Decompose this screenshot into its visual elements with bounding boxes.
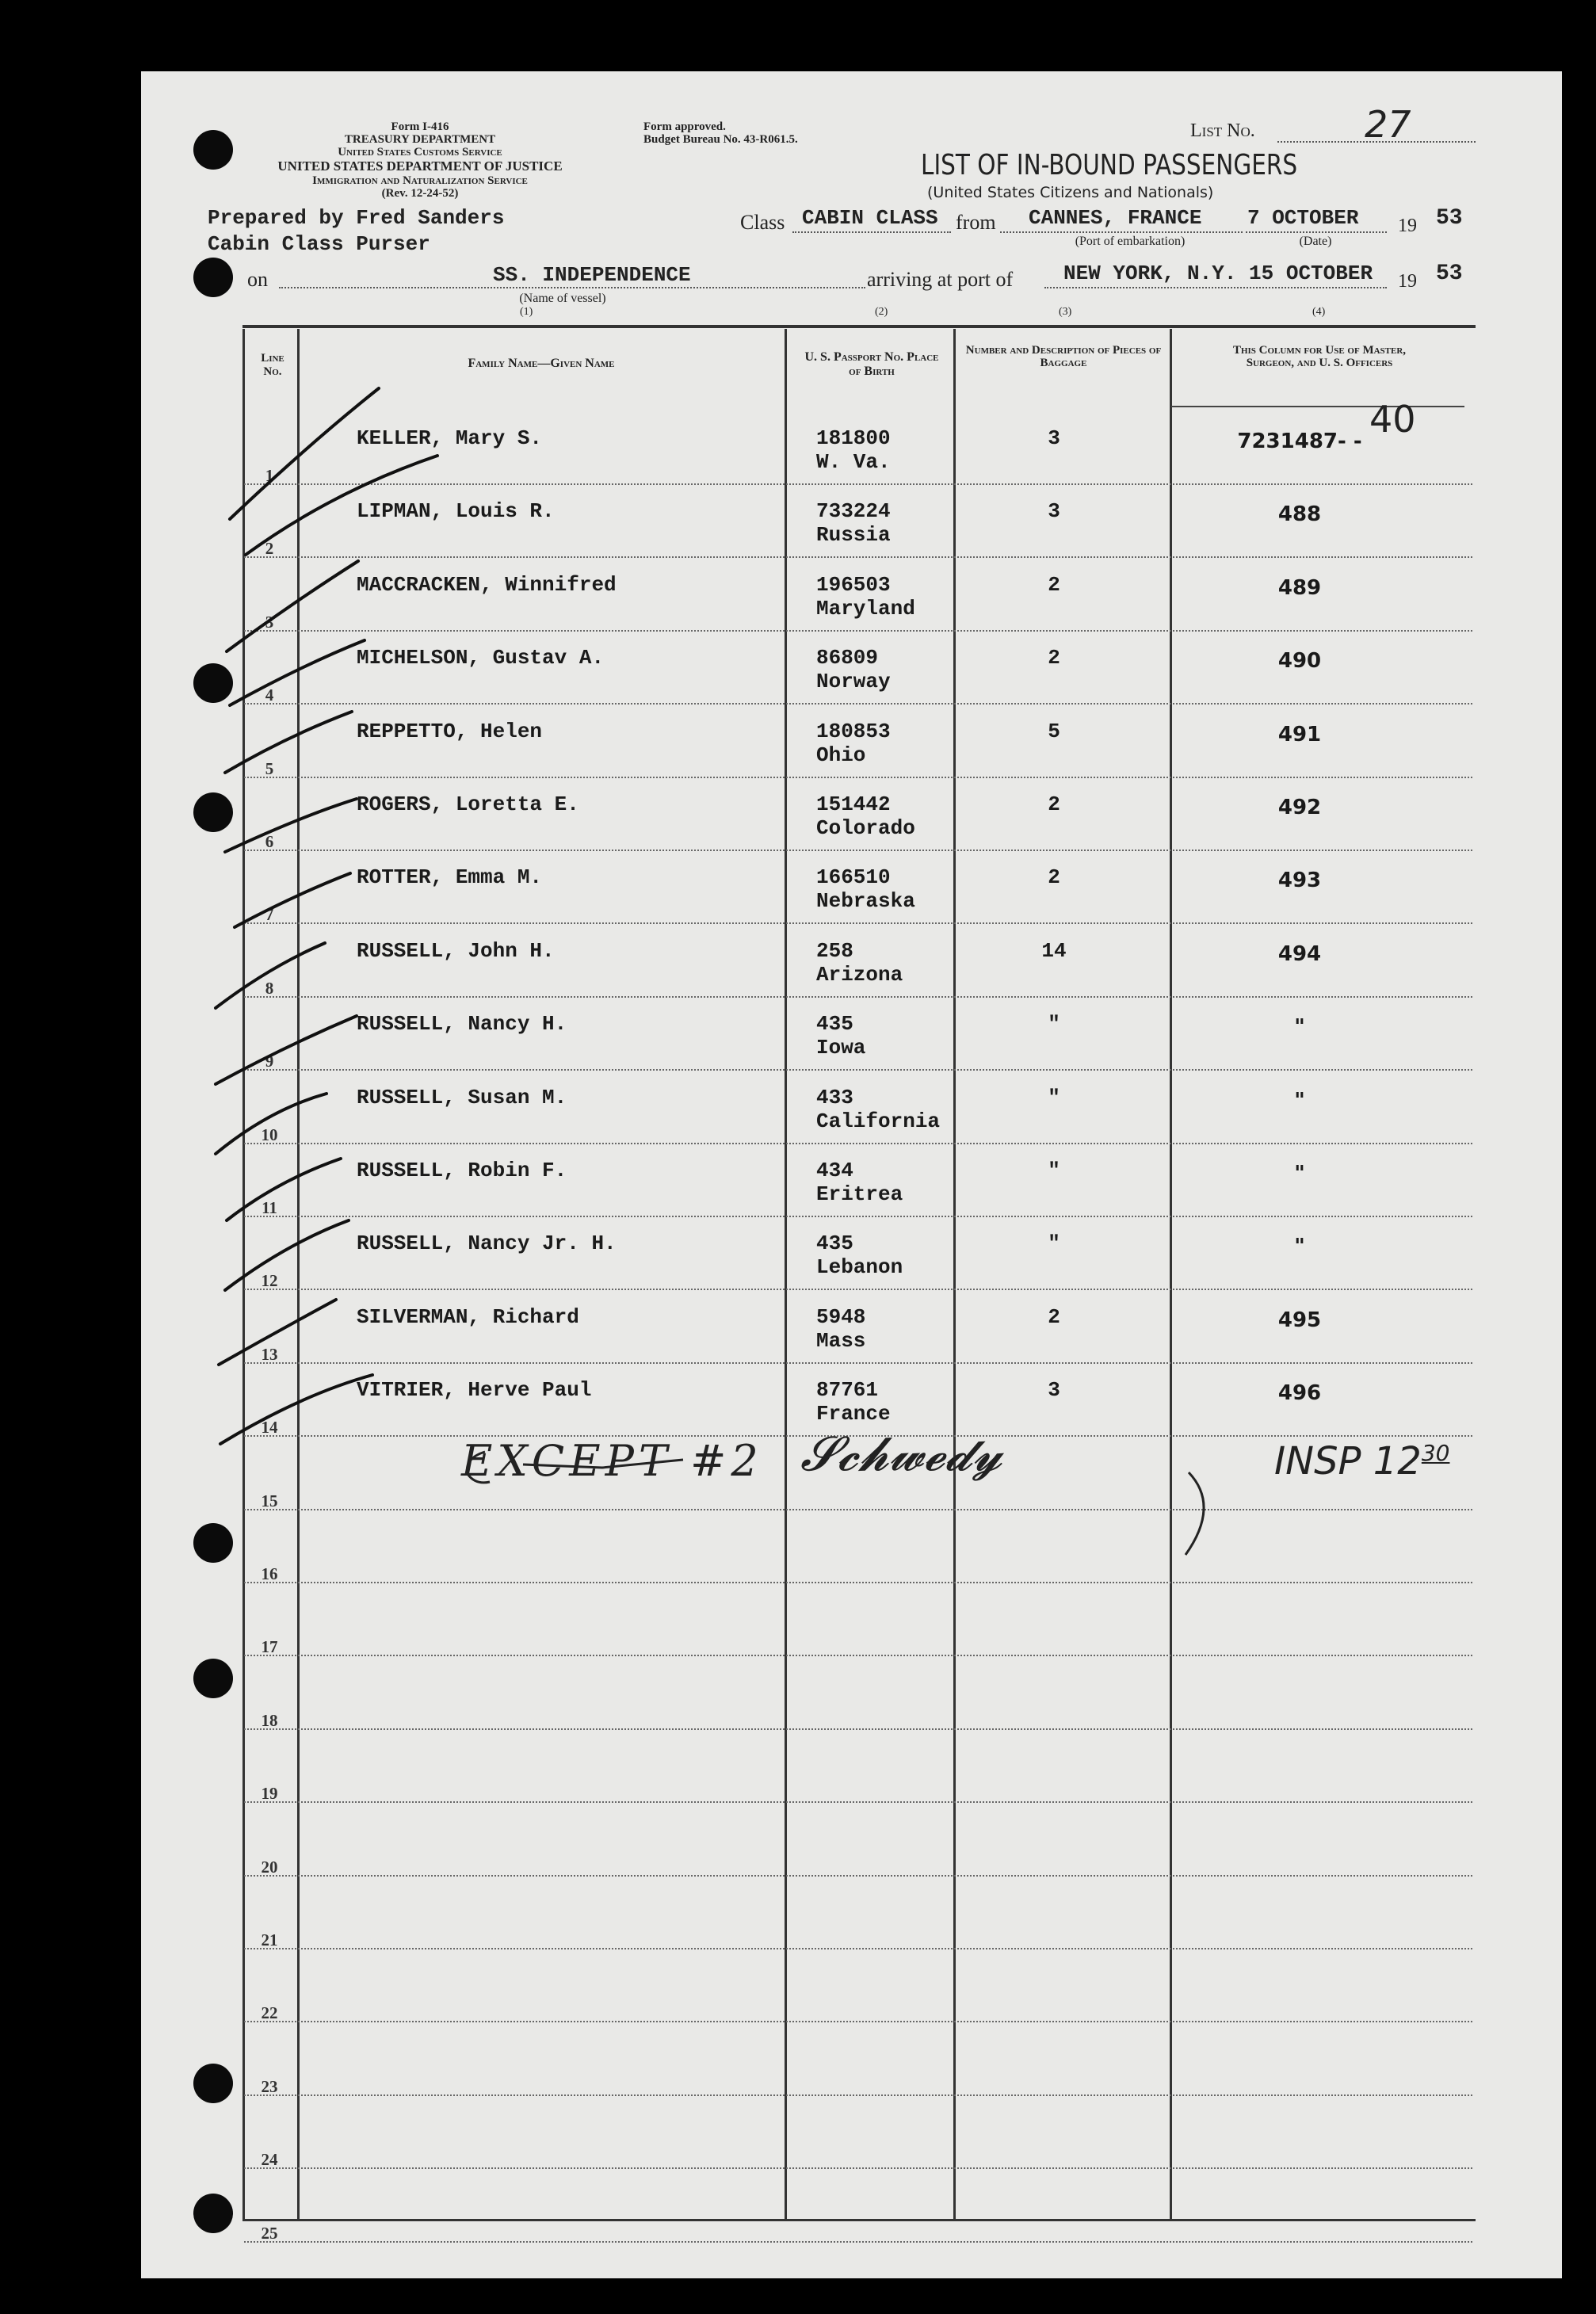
officer-number: 492 [1277,796,1322,819]
arrival-year-prefix: 19 [1398,271,1417,292]
line-number: 24 [261,2150,278,2170]
place-of-birth: France [816,1402,891,1426]
place-of-birth: Arizona [816,962,903,987]
passenger-name: RUSSELL, Robin F. [357,1159,567,1182]
col-header-name: Family Name—Given Name [468,357,615,370]
place-of-birth: Colorado [816,816,915,840]
col-header-line-no: Line No. [261,352,284,378]
line-number: 22 [261,2003,278,2023]
officer-number: 495 [1277,1308,1322,1332]
col-num-4: (4) [1312,306,1326,318]
baggage-count: " [1048,1159,1060,1182]
place-of-birth: Maryland [816,596,915,621]
line-number: 10 [261,1125,278,1144]
form-number: Form I-416 [391,120,449,133]
passenger-name: RUSSELL, Nancy H. [357,1012,567,1037]
place-of-birth: Eritrea [816,1182,903,1206]
passenger-name: RUSSELL, Susan M. [357,1085,567,1109]
date-value: 7 OCTOBER [1247,206,1359,230]
place-of-birth: Ohio [816,743,866,767]
class-value: CABIN CLASS [802,206,938,230]
passenger-name: ROTTER, Emma M. [357,865,543,890]
prepared-by: Prepared by Fred Sanders [208,206,505,230]
col-num-1: (1) [520,306,533,318]
inspector-note-text: INSP 12 [1274,1439,1422,1483]
col-num-2: (2) [875,306,888,318]
justice-label: UNITED STATES DEPARTMENT OF JUSTICE [277,158,563,174]
baggage-count: 3 [1048,499,1060,524]
form-approved-label: Form approved. [643,120,726,133]
place-of-birth: Iowa [816,1036,866,1060]
year-prefix: 19 [1398,216,1417,236]
passport-number: 166510 [816,865,891,890]
on-label: on [247,268,268,291]
line-number: 8 [265,978,274,998]
officer-number: " [1294,1088,1305,1113]
passenger-name: RUSSELL, John H. [357,938,555,963]
customs-label: United States Customs Service [338,146,502,158]
passenger-name: MACCRACKEN, Winnifred [357,572,617,597]
passport-number: 434 [816,1159,853,1182]
page-subtitle: (United States Citizens and Nationals) [927,184,1214,201]
baggage-count: " [1048,1085,1060,1109]
line-number: 14 [261,1418,278,1438]
revision-label: (Rev. 12-24-52) [381,187,459,200]
year-value: 53 [1436,206,1463,231]
baggage-count: " [1048,1012,1060,1037]
passport-number: 151442 [816,792,891,816]
arrival-year-value: 53 [1436,262,1463,286]
line-number: 25 [261,2223,278,2243]
line-number: 11 [262,1198,277,1217]
place-of-birth: Nebraska [816,889,915,914]
list-no-label: List No. [1190,120,1255,141]
officer-number: 488 [1277,502,1322,527]
baggage-count: 2 [1048,1304,1060,1329]
place-of-birth: Norway [816,670,891,694]
officer-number: 7231487- - [1237,430,1362,453]
baggage-count: 2 [1048,646,1060,670]
passport-number: 180853 [816,719,891,743]
baggage-count: 3 [1048,1378,1060,1403]
line-number: 18 [261,1710,278,1730]
officer-number: " [1294,1162,1305,1186]
immigration-label: Immigration and Naturalization Service [312,174,528,187]
line-number: 12 [261,1271,278,1291]
place-of-birth: California [816,1109,941,1133]
passenger-name: VITRIER, Herve Paul [357,1378,592,1403]
line-number: 6 [265,832,274,851]
passport-number: 435 [816,1012,853,1037]
baggage-count: 2 [1048,572,1060,597]
vessel-value: SS. INDEPENDENCE [493,263,691,287]
list-no-value: 27 [1365,103,1411,146]
line-number: 7 [265,905,274,925]
place-of-birth: Russia [816,523,891,548]
officer-number: " [1294,1235,1305,1259]
col-header-officers: This Column for Use of Master, Surgeon, and U. S. Officers [1232,344,1407,369]
vessel-caption: (Name of vessel) [519,292,606,305]
passport-number: 87761 [816,1378,879,1403]
passenger-name: REPPETTO, Helen [357,719,543,743]
port-embark-caption: (Port of embarkation) [1075,235,1186,248]
passenger-name: SILVERMAN, Richard [357,1304,579,1329]
line-number: 2 [265,539,274,559]
line-number: 21 [261,1930,278,1949]
line-number: 13 [261,1344,278,1364]
officer-number: 493 [1277,869,1322,893]
passport-number: 258 [816,938,853,963]
passenger-name: ROGERS, Loretta E. [357,792,579,816]
handwritten-inspector-note [1274,1439,1449,1483]
passenger-name: MICHELSON, Gustav A. [357,646,605,670]
line-number: 1 [265,466,274,485]
treasury-label: TREASURY DEPARTMENT [344,133,496,146]
handwritten-inspector-signature: 𝓢𝓬𝓱𝔀𝓮𝓭𝔂 [800,1426,1002,1482]
baggage-count: 2 [1048,792,1060,816]
baggage-count: 2 [1048,865,1060,890]
baggage-count: 3 [1048,426,1060,450]
passport-number: 5948 [816,1304,866,1329]
line-number: 3 [265,612,274,632]
page-title: LIST OF IN-BOUND PASSENGERS [921,149,1298,181]
col-header-baggage: Number and Description of Pieces of Baggage [965,344,1162,369]
from-label: from [956,211,996,234]
line-number: 5 [265,758,274,778]
line-number: 4 [265,685,274,705]
line-number: 15 [261,1491,278,1510]
passport-number: 196503 [816,572,891,597]
officer-number: 489 [1277,575,1322,600]
arrival-value: NEW YORK, N.Y. 15 OCTOBER [1063,262,1373,285]
col-header-passport: U. S. Passport No. Place of Birth [804,350,939,378]
budget-label: Budget Bureau No. 43-R061.5. [643,133,798,146]
passport-number: 181800 [816,426,891,450]
handwritten-officer-number: 40 [1369,398,1416,441]
inspector-note-sup: 30 [1421,1440,1450,1466]
place-of-birth: Mass [816,1328,866,1353]
date-caption: (Date) [1299,235,1332,248]
passport-number: 433 [816,1085,853,1109]
line-number: 17 [261,1637,278,1657]
passenger-name: RUSSELL, Nancy Jr. H. [357,1231,617,1256]
purser-label: Cabin Class Purser [208,232,430,256]
place-of-birth: W. Va. [816,450,891,474]
officer-number: " [1294,1015,1305,1040]
passport-number: 435 [816,1231,853,1256]
line-number: 23 [261,2076,278,2096]
line-number: 16 [261,1564,278,1583]
passport-number: 733224 [816,499,891,524]
line-number: 19 [261,1784,278,1804]
arriving-label: arriving at port of [867,268,1014,291]
baggage-count: 5 [1048,719,1060,743]
line-number: 20 [261,1857,278,1877]
class-label: Class [740,211,785,234]
officer-number: 490 [1277,649,1322,674]
baggage-count: " [1048,1231,1060,1256]
handwritten-except-note: EXCEPT #2 [461,1436,763,1486]
place-of-birth: Lebanon [816,1255,903,1280]
line-number: 9 [265,1052,274,1071]
from-value: CANNES, FRANCE [1029,206,1202,230]
baggage-count: 14 [1041,938,1067,963]
col-num-3: (3) [1059,306,1072,318]
passport-number: 86809 [816,646,879,670]
officer-number: 496 [1277,1381,1322,1406]
officer-number: 494 [1277,941,1322,966]
passenger-name: LIPMAN, Louis R. [357,499,555,524]
officer-number: 491 [1277,722,1322,747]
passenger-name: KELLER, Mary S. [357,426,543,450]
